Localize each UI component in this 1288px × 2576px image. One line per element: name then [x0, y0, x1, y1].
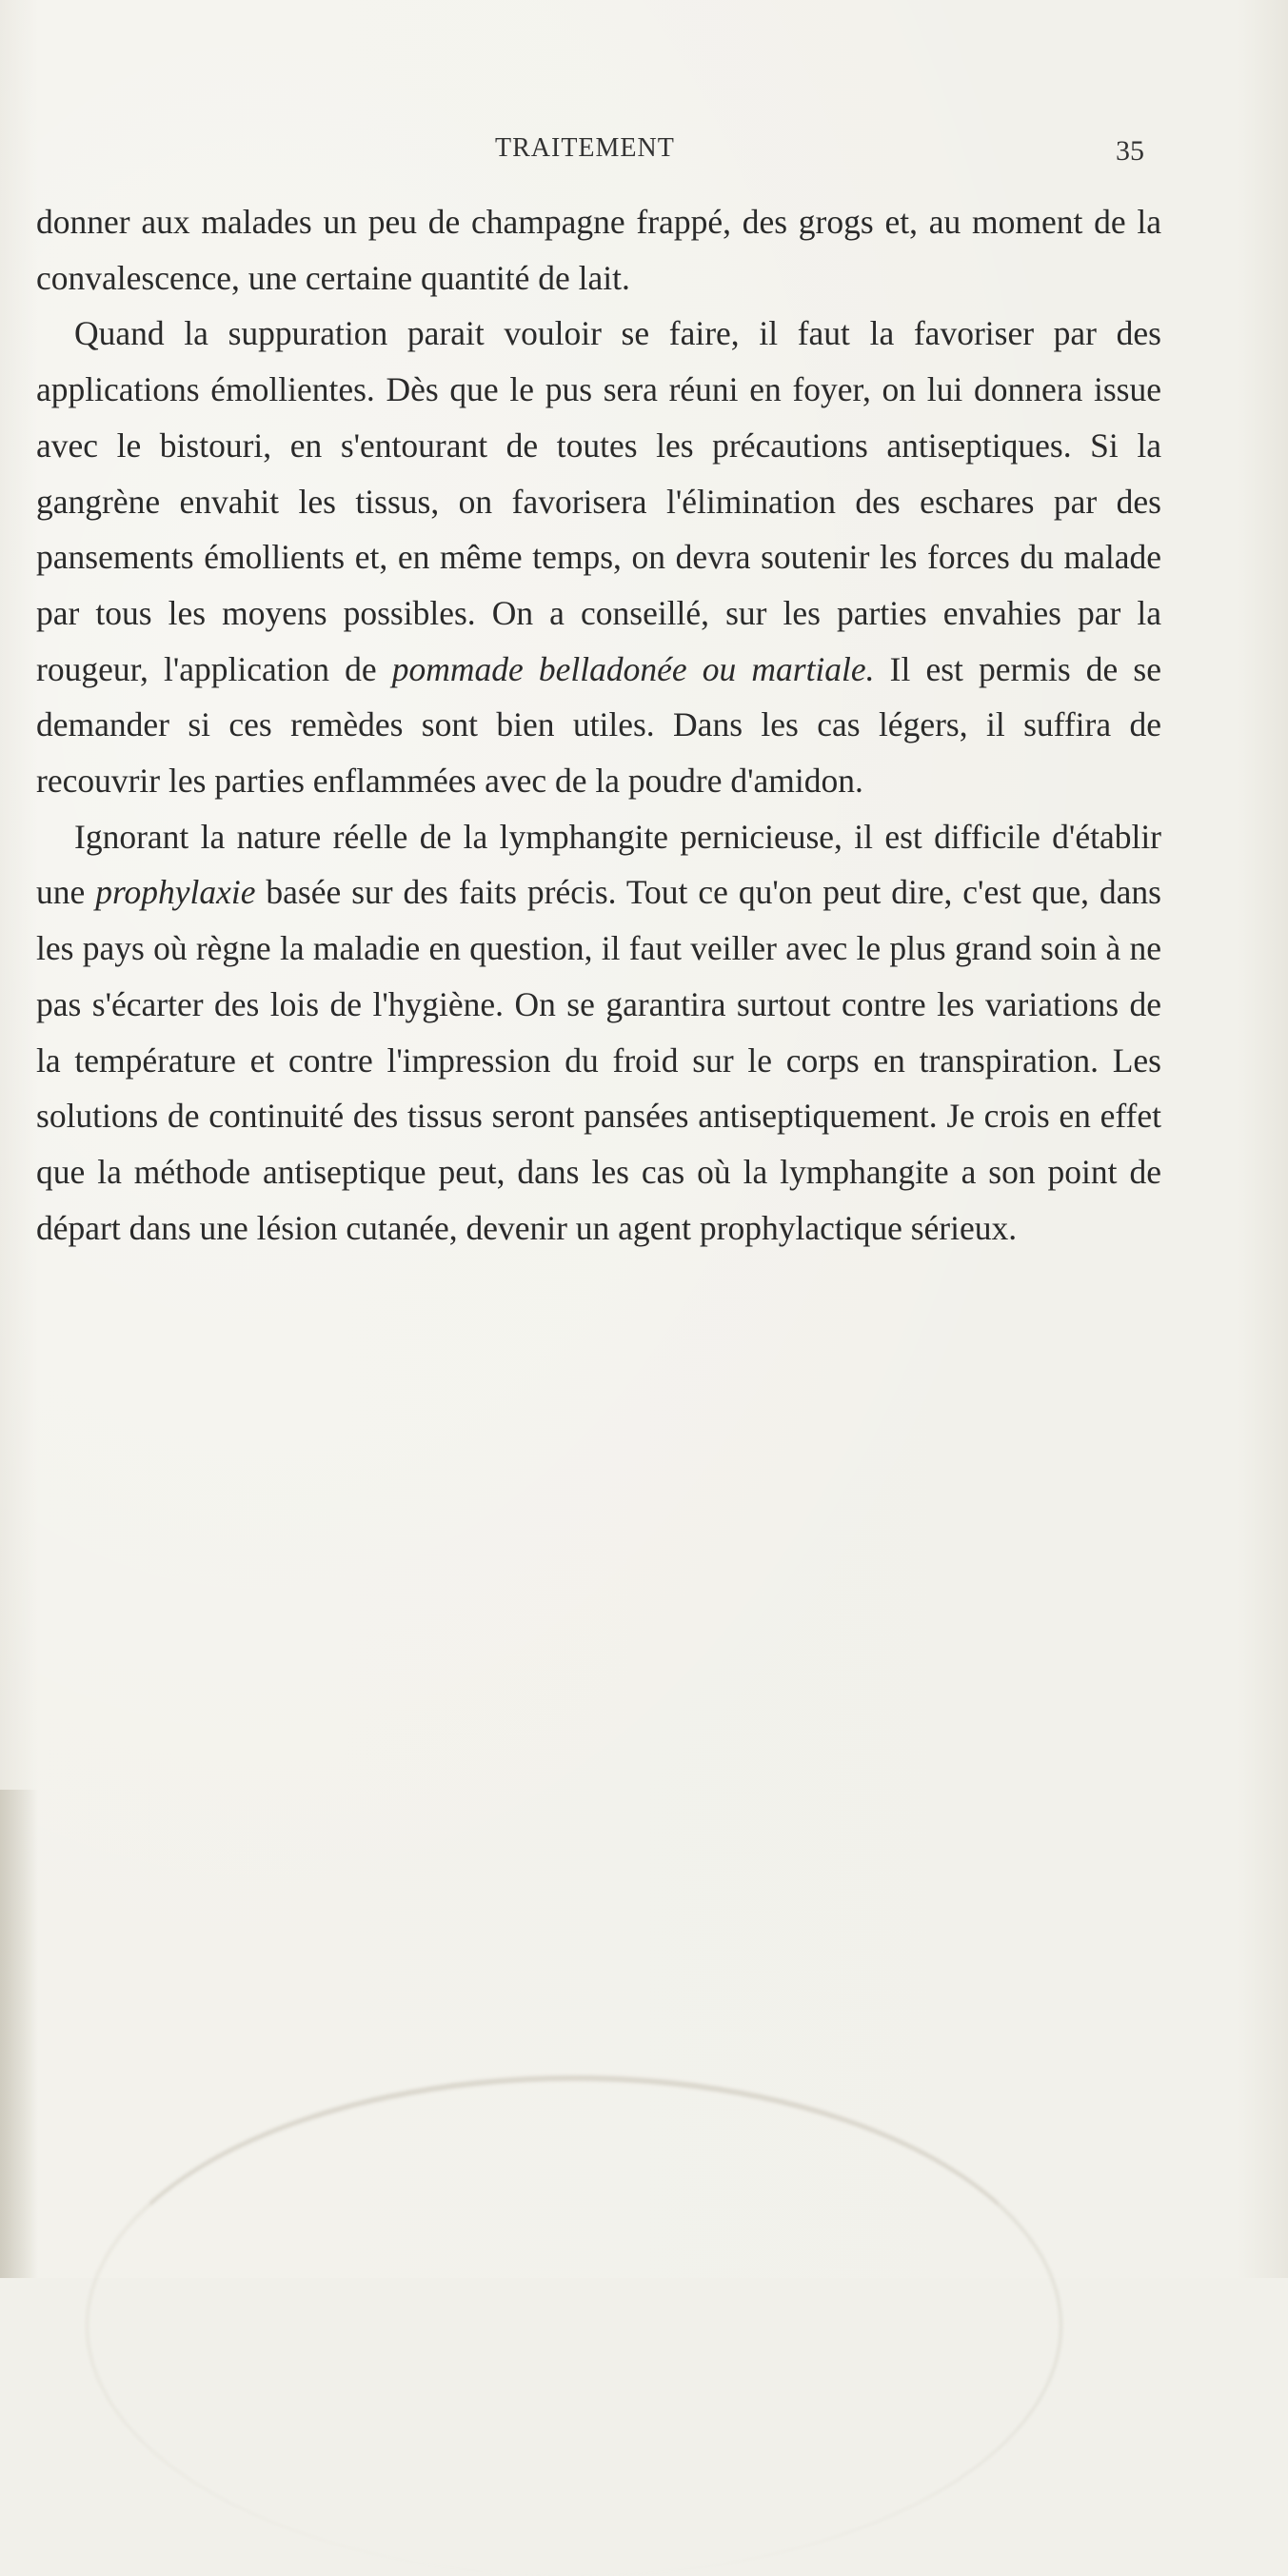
paragraph-text: Il est permis de se demander si ces remèdes sont bien utiles. Dans les cas légers, il suffira de recouvrir les parties enflammées avec de la poudre d'amidon.: [36, 649, 1161, 801]
italic-term: prophylaxie: [95, 873, 256, 912]
paragraph-text: Quand la suppuration parait vouloir se faire, il faut la favoriser par des applications émollientes. Dès que le pus sera réuni en foyer, on lui donnera issue avec le bistouri, en s'entourant de toutes les précautions antiseptiques. Si la gangrène envahit les tissus, on favorisera l'élimination des eschares par des pansements émollients et, en même temps, on devra soutenir les forces du malade par tous les moyens possibles. On a conseillé, sur les parties envahies par la rougeur, l'application de: [36, 314, 1161, 688]
paragraph-suppuration: [36, 306, 1161, 808]
page-header: [0, 133, 1288, 179]
page-edge-shadow: [0, 1790, 38, 2278]
paragraph-text: Ignorant la nature réelle de la lymphangite pernicieuse, il est difficile d'établir une: [36, 817, 1161, 912]
paragraph-prophylaxie: [36, 809, 1161, 1257]
body-text: [36, 194, 1161, 1256]
paragraph-text: donner aux malades un peu de champagne frappé, des grogs et, au moment de la convalescence, une certaine quantité de lait.: [36, 203, 1161, 297]
italic-term: pommade belladonée ou martiale.: [391, 649, 875, 688]
page-number: 35: [1116, 135, 1144, 167]
running-title: TRAITEMENT: [495, 133, 675, 163]
paragraph-continuation: [36, 194, 1161, 306]
water-stain: [86, 2075, 1062, 2576]
paragraph-text: basée sur des faits précis. Tout ce qu'on peut dire, c'est que, dans les pays où règne la maladie en question, il faut veiller avec le plus grand soin à ne pas s'écarter des lois de l'hygiène. On se garantira surtout contre les variations de la température et contre l'impression du froid sur le corps en transpiration. Les solutions de continuité des tissus seront pansées antiseptiquement. Je crois en effet que la méthode antiseptique peut, dans les cas où la lymphangite a son point de départ dans une lésion cutanée, devenir un agent prophylactique sérieux.: [36, 873, 1161, 1247]
